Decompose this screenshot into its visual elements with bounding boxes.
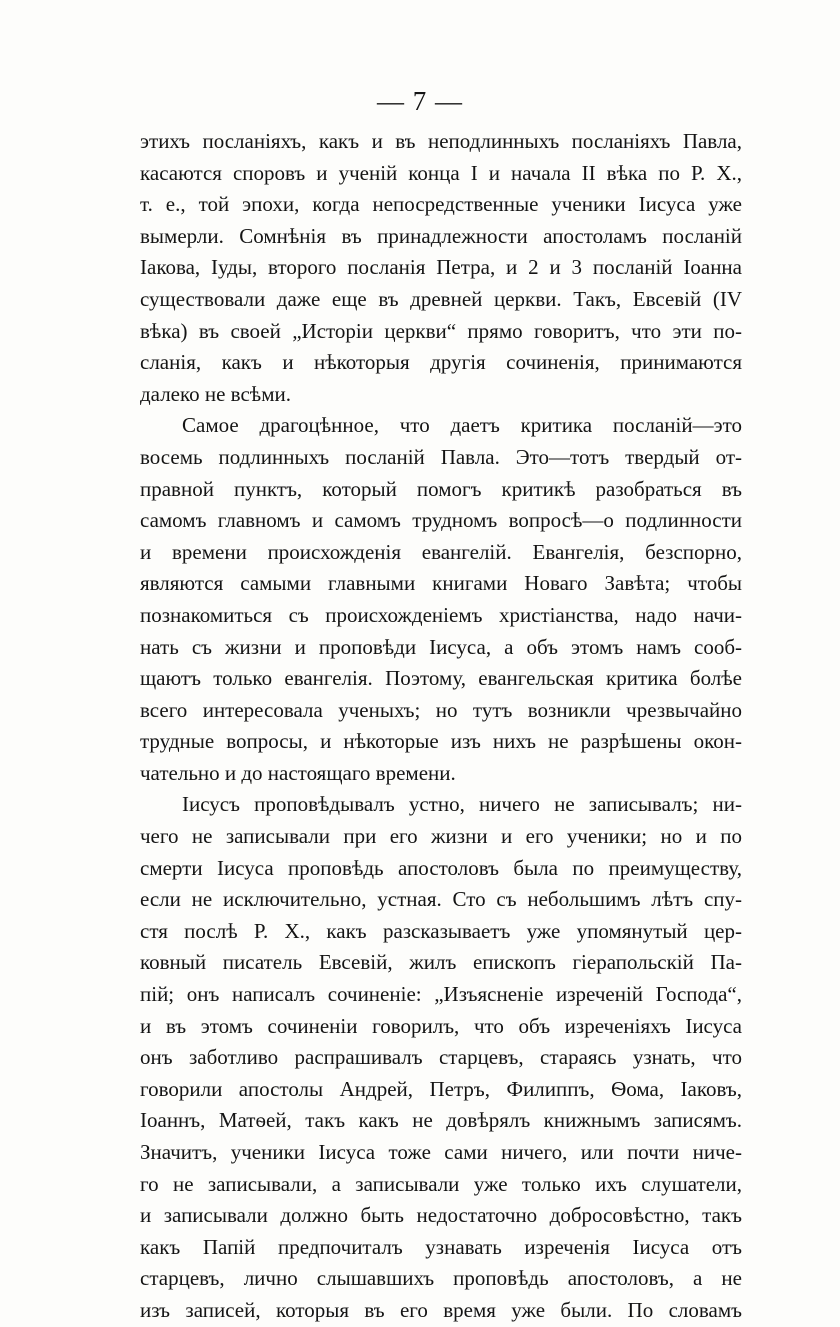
text-line: нать съ жизни и проповѣди Іисуса, а объ этомъ намъ сооб- xyxy=(140,634,742,659)
text-line: сланія, какъ и нѣкоторыя другія сочиненія, принимаются xyxy=(140,350,742,375)
text-line: и времени происхожденія евангелій. Евангелія, безспорно, xyxy=(140,539,742,564)
text-line: касаются споровъ и ученій конца I и начала II вѣка по Р. Х., xyxy=(140,160,742,185)
text-line: Значитъ, ученики Іисуса тоже сами ничего, или почти ниче- xyxy=(140,1140,742,1164)
text-line: го не записывали, а записывали уже только ихъ слушатели, xyxy=(140,1171,742,1196)
text-line: изъ записей, которыя въ его время уже были. По словамъ xyxy=(140,1297,742,1322)
text-line: Іоаннъ, Матѳей, такъ какъ не довѣрялъ книжнымъ записямъ. xyxy=(140,1108,742,1133)
text-line: онъ заботливо распрашивалъ старцевъ, стараясь узнать, что xyxy=(140,1045,742,1070)
text-line: старцевъ, лично слышавшихъ проповѣдь апостоловъ, а не xyxy=(140,1266,742,1291)
text-line: говорили апостолы Андрей, Петръ, Филиппъ, Ѳома, Іаковъ, xyxy=(140,1076,742,1101)
text-line: познакомиться съ происхожденіемъ христіанства, надо начи- xyxy=(140,602,742,627)
text-line: т. е., той эпохи, когда непосредственные ученики Іисуса уже xyxy=(140,192,742,217)
text-line: трудные вопросы, и нѣкоторые изъ нихъ не разрѣшены окон- xyxy=(140,729,742,754)
text-line: пій; онъ написалъ сочиненіе: „Изъясненіе изреченій Господа“, xyxy=(140,982,742,1007)
text-line: вѣка) въ своей „Исторіи церкви“ прямо говоритъ, что эти по- xyxy=(140,318,742,343)
page-number: — 7 — xyxy=(377,86,463,116)
text-line: самомъ главномъ и самомъ трудномъ вопросѣ—о подлинности xyxy=(140,508,742,533)
text-line: далеко не всѣми. xyxy=(140,381,291,406)
text-line: вымерли. Сомнѣнія въ принадлежности апостоламъ посланій xyxy=(140,223,742,248)
text-line: щаютъ только евангелія. Поэтому, евангельская критика болѣе xyxy=(140,666,742,691)
text-line: чательно и до настоящаго времени. xyxy=(140,760,456,785)
text-line: если не исключительно, устная. Сто съ небольшимъ лѣтъ спу- xyxy=(140,887,742,912)
paragraph xyxy=(140,789,742,1326)
text-line: существовали даже еще въ древней церкви. Такъ, Евсевій (IV xyxy=(140,286,742,311)
text-line: Самое драгоцѣнное, что даетъ критика посланій—это xyxy=(182,413,742,438)
text-line: чего не записывали при его жизни и его ученики; но и по xyxy=(140,824,742,849)
text-line: стя послѣ Р. Х., какъ разсказываетъ уже упомянутый цер- xyxy=(140,918,742,943)
text-line: ковный писатель Евсевій, жилъ епископъ гіерапольскій Па- xyxy=(140,950,742,975)
text-line: этихъ посланіяхъ, какъ и въ неподлинныхъ посланіяхъ Павла, xyxy=(140,129,742,153)
text-line: Іакова, Іуды, второго посланія Петра, и 2 и 3 посланій Іоанна xyxy=(140,255,742,280)
text-line: и въ этомъ сочиненіи говорилъ, что объ изреченіяхъ Іисуса xyxy=(140,1013,742,1038)
text-line: правной пунктъ, который помогъ критикѣ разобраться въ xyxy=(140,476,742,501)
text-line: являются самыми главными книгами Новаго Завѣта; чтобы xyxy=(140,571,742,596)
paragraph xyxy=(140,410,742,789)
text-line: какъ Папій предпочиталъ узнавать изреченія Іисуса отъ xyxy=(140,1234,742,1259)
text-line: Іисусъ проповѣдывалъ устно, ничего не записывалъ; ни- xyxy=(182,792,742,817)
body-text xyxy=(140,126,742,1327)
text-line: смерти Іисуса проповѣдь апостоловъ была по преимуществу, xyxy=(140,855,742,880)
text-line: и записывали должно быть недостаточно добросовѣстно, такъ xyxy=(140,1203,742,1228)
paragraph xyxy=(140,126,742,410)
text-line: восемь подлинныхъ посланій Павла. Это—тотъ твердый от- xyxy=(140,444,742,469)
text-line: всего интересовала ученыхъ; но тутъ возникли чрезвычайно xyxy=(140,697,742,722)
